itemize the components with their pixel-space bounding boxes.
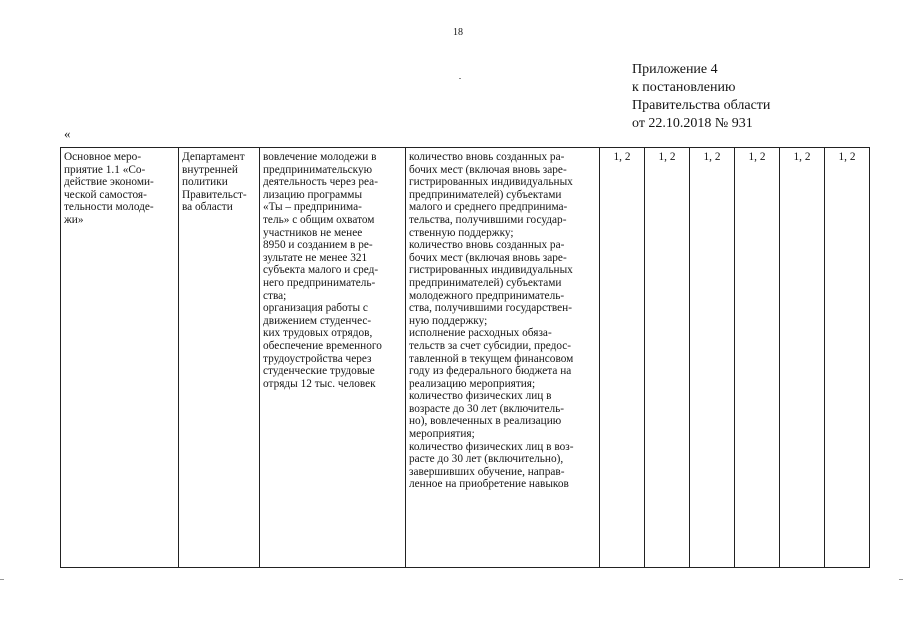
event-line: жи» bbox=[64, 213, 84, 226]
indicator-line: мероприятия; bbox=[409, 428, 475, 441]
indicator-line: предпринимателей) субъектами bbox=[409, 188, 562, 201]
event-line: ческой самостоя- bbox=[64, 188, 147, 201]
event-line: действие экономи- bbox=[64, 176, 154, 189]
opening-quote: « bbox=[64, 126, 71, 141]
result-line: лизацию программы bbox=[263, 188, 363, 201]
executor-line: Департамент bbox=[182, 151, 245, 163]
result-line: предпринимательскую bbox=[263, 163, 373, 176]
indicator-line: гистрированных индивидуальных bbox=[409, 176, 573, 189]
appendix-date-number: от 22.10.2018 № 931 bbox=[632, 116, 753, 131]
indicator-line: количество физических лиц в воз- bbox=[409, 440, 574, 453]
result-line: студенческие трудовые bbox=[263, 365, 375, 378]
indicator-line: количество физических лиц в bbox=[409, 390, 552, 403]
event-line: тельности молоде- bbox=[64, 201, 154, 214]
result-line: 8950 и созданием в ре- bbox=[263, 239, 373, 252]
result-line: тель» с общим охватом bbox=[263, 213, 375, 226]
result-line: зультате не менее 321 bbox=[263, 251, 368, 264]
result-line: «Ты – предпринима- bbox=[263, 201, 362, 214]
result-line: трудоустройства через bbox=[263, 352, 372, 365]
indicator-line: бочих мест (включая вновь заре- bbox=[409, 251, 567, 264]
value-cell: 1, 2 bbox=[780, 148, 825, 568]
page-number: 18 bbox=[453, 27, 463, 38]
scan-speck bbox=[459, 78, 461, 79]
indicator-line: молодежного предприниматель- bbox=[409, 289, 565, 302]
indicator-line: исполнение расходных обяза- bbox=[409, 327, 552, 340]
result-line: организация работы с bbox=[263, 302, 368, 315]
event-cell bbox=[61, 148, 179, 568]
event-line: приятие 1.1 «Со- bbox=[64, 163, 146, 176]
executor-line: внутренней bbox=[182, 163, 238, 176]
executor-cell bbox=[179, 148, 260, 568]
indicator-line: ственную поддержку; bbox=[409, 226, 514, 239]
indicator-list bbox=[409, 151, 596, 491]
value-cell: 1, 2 bbox=[645, 148, 690, 568]
indicator-line: тельства, получившими государ- bbox=[409, 213, 567, 226]
result-line: деятельность через реа- bbox=[263, 176, 378, 189]
result-line: участников не менее bbox=[263, 226, 363, 239]
indicator-line: завершивших обучение, направ- bbox=[409, 465, 565, 478]
indicator-line: ства, получившими государствен- bbox=[409, 302, 572, 315]
value-cell: 1, 2 bbox=[825, 148, 870, 568]
result-line: обеспечение временного bbox=[263, 339, 382, 352]
result-line: ких трудовых отрядов, bbox=[263, 327, 373, 340]
result-line: ства; bbox=[263, 289, 287, 302]
expected-result bbox=[263, 151, 402, 390]
result-line: субъекта малого и сред- bbox=[263, 264, 379, 277]
scan-edge-mark-left bbox=[0, 579, 4, 580]
executor-line: Правительст- bbox=[182, 188, 247, 201]
executor-line: политики bbox=[182, 176, 228, 189]
result-line: движением студенчес- bbox=[263, 314, 372, 327]
executor-line: ва области bbox=[182, 201, 233, 214]
program-table bbox=[60, 147, 870, 568]
indicator-line: малого и среднего предпринима- bbox=[409, 201, 568, 214]
indicator-line: тельств за счет субсидии, предос- bbox=[409, 339, 572, 352]
table-row bbox=[61, 148, 870, 568]
indicator-line: году из федерального бюджета на bbox=[409, 365, 572, 378]
event-line: Основное меро- bbox=[64, 151, 142, 163]
result-line: отряды 12 тыс. человек bbox=[263, 377, 376, 390]
value-cell: 1, 2 bbox=[735, 148, 780, 568]
appendix-line: к постановлению bbox=[632, 80, 736, 95]
scan-edge-mark-right bbox=[899, 579, 903, 580]
indicator-line: реализацию мероприятия; bbox=[409, 377, 536, 390]
indicator-line: количество вновь созданных ра- bbox=[409, 151, 565, 163]
result-cell bbox=[260, 148, 406, 568]
indicator-cell bbox=[406, 148, 600, 568]
indicator-line: возрасте до 30 лет (включитель- bbox=[409, 402, 565, 415]
indicator-line: гистрированных индивидуальных bbox=[409, 264, 573, 277]
appendix-line: Правительства области bbox=[632, 98, 771, 113]
indicator-line: расте до 30 лет (включительно), bbox=[409, 453, 564, 466]
event-name bbox=[64, 151, 175, 227]
value-cell: 1, 2 bbox=[690, 148, 735, 568]
indicator-line: ную поддержку; bbox=[409, 314, 488, 327]
indicator-line: но), вовлеченных в реализацию bbox=[409, 415, 562, 428]
indicator-line: предпринимателей) субъектами bbox=[409, 276, 562, 289]
appendix-title: Приложение 4 bbox=[632, 62, 718, 77]
executor-name bbox=[182, 151, 256, 214]
indicator-line: бочих мест (включая вновь заре- bbox=[409, 163, 567, 176]
result-line: вовлечение молодежи в bbox=[263, 151, 377, 163]
indicator-line: тавленной в текущем финансовом bbox=[409, 352, 574, 365]
appendix-header bbox=[632, 61, 770, 133]
indicator-line: ленное на приобретение навыков bbox=[409, 478, 569, 491]
value-cell: 1, 2 bbox=[600, 148, 645, 568]
result-line: него предприниматель- bbox=[263, 276, 376, 289]
indicator-line: количество вновь созданных ра- bbox=[409, 239, 565, 252]
